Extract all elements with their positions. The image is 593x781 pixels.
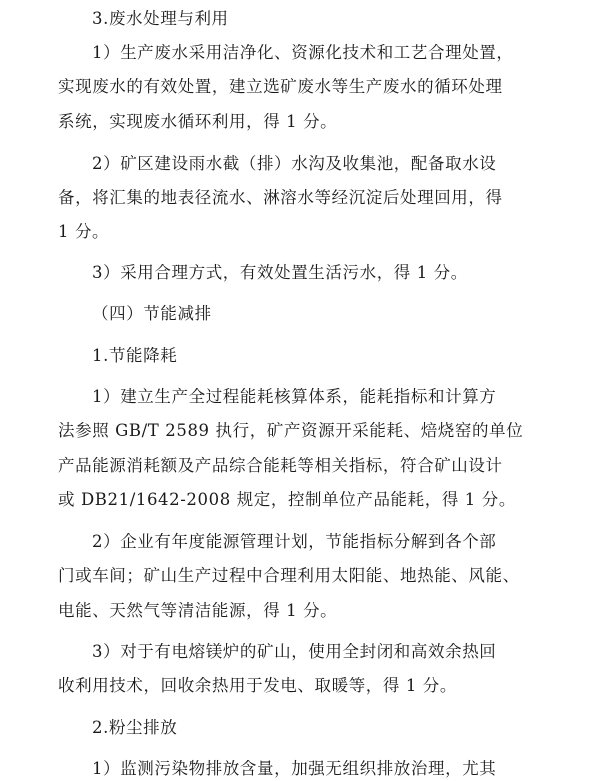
section-heading: （四）节能减排: [92, 304, 212, 323]
paragraph-line: 实现废水的有效处置，建立选矿废水等生产废水的循环处理: [58, 77, 503, 96]
section-heading: 2.粉尘排放: [92, 718, 178, 737]
paragraph-line: 3）对于有电熔镁炉的矿山，使用全封闭和高效余热回: [92, 642, 497, 661]
section-heading: 1.节能降耗: [92, 346, 178, 365]
paragraph-line: 1 分。: [58, 222, 110, 241]
paragraph-line: 系统，实现废水循环利用，得 1 分。: [58, 112, 338, 131]
paragraph-line: 门或车间；矿山生产过程中合理利用太阳能、地热能、风能、: [58, 566, 520, 585]
paragraph-line: 2）矿区建设雨水截（排）水沟及收集池，配备取水设: [92, 154, 497, 173]
paragraph-line: 备，将汇集的地表径流水、淋溶水等经沉淀后处理回用，得: [58, 188, 503, 207]
paragraph-line: 法参照 GB/T 2589 执行，矿产资源开采能耗、焙烧窑的单位: [58, 421, 524, 440]
paragraph-line: 产品能源消耗额及产品综合能耗等相关指标，符合矿山设计: [58, 456, 503, 475]
paragraph-line: 1）生产废水采用洁净化、资源化技术和工艺合理处置，: [92, 43, 514, 62]
paragraph-line: 或 DB21/1642-2008 规定，控制单位产品能耗，得 1 分。: [58, 490, 516, 509]
paragraph-line: 1）监测污染物排放含量，加强无组织排放治理，尤其: [92, 759, 497, 778]
paragraph-line: 电能、天然气等清洁能源，得 1 分。: [58, 601, 338, 620]
paragraph-line: 3）采用合理方式，有效处置生活污水，得 1 分。: [92, 263, 468, 282]
section-heading: 3.废水处理与利用: [92, 9, 229, 28]
paragraph-line: 1）建立生产全过程能耗核算体系，能耗指标和计算方: [92, 387, 497, 406]
paragraph-line: 收利用技术，回收余热用于发电、取暖等，得 1 分。: [58, 676, 457, 695]
paragraph-line: 2）企业有年度能源管理计划，节能指标分解到各个部: [92, 532, 497, 551]
